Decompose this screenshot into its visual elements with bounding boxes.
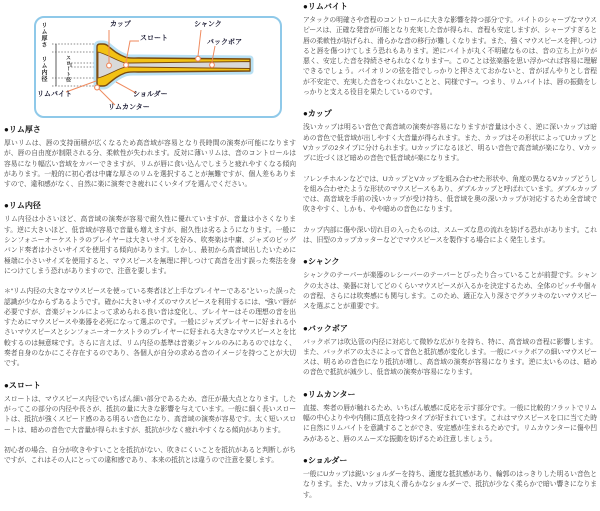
section-heading: ●リム内径 [4, 201, 41, 211]
section-rim-inner-diameter [4, 200, 296, 369]
section-shank [303, 256, 597, 312]
section-paragraph: シャンクのテーパーが楽器のレシーバーのテーパーとぴったり合っていることが前提です。シャンクの太さは、楽器に対してどのくらいマウスピースが入るかを決定するため、全体のピッチや個々の音程、さらには吹奏感にも関与します。このため、適正な入り深さでグラツキのないマウスピースを選ぶことが重要です。 [303, 272, 597, 311]
label-shank: シャンク [194, 21, 222, 28]
section-paragraph: 浅いカップは明るい音色で高音域の演奏が容易になりますが音量は小さく、逆に深いカップは暗めの音色で低音域が出しやすく大音量が得られます。また、カップはその形状によってUカップとVカップの2タイプに分けられます。Uカップになるほど、明るい音色で高音域が楽になり、Vカップに近づくほど暗めの音色で低音域が楽になります。 [303, 124, 597, 163]
section-backbore [303, 323, 597, 379]
section-shoulder [303, 455, 597, 501]
left-column [4, 0, 296, 476]
section-heading: ●ショルダー [303, 455, 348, 465]
section-heading: ●リムカンター [303, 389, 356, 399]
section-rim-contour [303, 389, 597, 445]
label-rim-thickness: リム厚さ [40, 22, 46, 48]
label-shoulder: ショルダー [133, 91, 168, 98]
section-paragraph: 厚いリムは、唇の支持面積が広くなるため高音域が容易となり長時間の演奏が可能になりますが、唇の自由度が制限される分、柔軟性が失われます。反対に薄いリムは、音のコントロールは容易になり幅広い音域をカバーできますが、リムが唇に食い込んでしまうと疲れやすくなる傾向があります。一般的に初心者は中庸な厚さのリムを選択することが無難ですが、個人差もありますので、違和感がなく、自然に楽に演奏でき疲れにくいタイプを選んでください。 [4, 140, 296, 189]
mouthpiece-diagram-panel [34, 16, 282, 118]
label-cup: カップ [110, 21, 131, 28]
label-throat: スロート [140, 35, 168, 42]
mouthpiece-cross-section-drawing [36, 18, 280, 116]
section-heading: ●スロート [4, 380, 41, 390]
section-paragraph: 一般にUカップは鋭いショルダーを持ち、適度な抵抗感があり、輪郭のはっきりした明るい音色となります。また、Vカップは丸く滑らかなショルダーで、抵抗が少なく柔らかで暗い響きになります。 [303, 470, 597, 499]
section-heading: ●リムバイト [303, 2, 348, 11]
right-column [303, 1, 597, 511]
label-rim-bite: リムバイト [37, 91, 72, 98]
label-backbore: バックボア [207, 39, 242, 46]
section-cup [303, 108, 597, 246]
section-paragraph: バックボアは吹込管の内径に対応して微妙な広がりを持ち、特に、高音域の音程に影響します。また、バックボアの太さによって音色と抵抗感が変化します。一般にバックボアの細いマウスピースは、明るめの音色になり抵抗が増し、高音域の演奏が容易になります。逆に太いものは、暗めの音色で抵抗が減少し、低音域の演奏が容易になります。 [303, 338, 597, 377]
section-paragraph: リム内径は小さいほど、高音域の演奏が容易で耐久性に優れていますが、音量は小さくなります。逆に大きいほど、低音域が容易で音量も増えますが、耐久性は劣るようになります。一般にシンフォニーオーケストラのプレイヤーは大きいサイズを好み、吹奏楽は中庸、ジャズのビッグバンド奏者は小さいサイズを使用する傾向があります。しかし、最初から高音域出したいために極端に小さいサイズを使用すると、マウスピースを無理に押しつけて高音を出す誤った奏法を身につけてしまう恐れがありますので、注意を要します。 [4, 216, 296, 275]
section-heading: ●カップ [303, 109, 332, 119]
section-paragraph: アタックの明確さや音程のコントロールに大きな影響を持つ部分です。バイトのシャープなマウスピースは、正確な発音が可能となり充実した音が得られ、音程も安定しますが、シャープすぎると唇の柔軟性が妨げられ、滑らかな音の移行が難しくなります。また、強くマウスピースを押しつけると唇を傷つけてしまう恐れもあります。逆にバイトが丸く不明確なものは、音の立ち上がりが悪く、安定した音を持続させられなくなります─。このことは弦楽器を思い浮かべれば容易に理解できるでしょう。バイオリンの弦を指でしっかりと押さえておかないと、音がぼんやりとし音程が不安定で、充実した音をつくれないことと、同様です─。つまり、リムバイトは、唇の振動をしっかりと支える役目を果たしているのです。 [303, 17, 597, 97]
section-paragraph: 直接、奏者の唇が触れるため、いちばん敏感に反応を示す部分です。一般に比較的フラットでリム幅の中心よりやや内側に頂点を持つタイプが好まれています。これはマウスピースを口に当てた時に自然にリムバイトを意識することができ、安定感が生まれるためです。リムカウンターに傷や凹みがあると、唇のスムーズな振動を妨げるため注意しましょう。 [303, 404, 597, 443]
section-rim-thickness [4, 124, 296, 190]
label-rim-contour: リムカンター [108, 104, 150, 111]
label-rim-inner-diameter: リム内径 [40, 56, 46, 82]
section-paragraph: カップ内部に傷や深い切れ目の入ったものは、スムーズな息の流れを妨げる恐れがあります。これは、旧型のカップカッターなどでマウスピースを製作する場合によく発生します。 [303, 226, 597, 245]
section-throat [4, 380, 296, 467]
section-paragraph: 初心者の場合、自分が吹きやすいことを抵抗がない、吹きにくいことを抵抗があると判断しがちですが、これはその人にとっての違和感であり、本来の抵抗とは違うので注意を要します。 [4, 446, 296, 465]
section-paragraph: スロートは、マウスピース内径でいちばん細い部分であるため、音圧が最大点となります。したがってこの部分の内径や長さが、抵抗の量に大きな影響を与えています。一般に細く長いスロートは、抵抗が強くスピード感のある明るい音色になり、高音域の演奏が容易です。太く短いスロートは、暗めの音色で大音量が得られますが、抵抗が少なく疲れやすくなる傾向があります。 [4, 395, 296, 434]
label-throat-diameter: スロート径 [65, 55, 71, 83]
section-heading: ●シャンク [303, 257, 340, 267]
section-heading: ●リム厚さ [4, 125, 41, 134]
section-rim-bite [303, 1, 597, 98]
section-heading: ●バックボア [303, 323, 348, 333]
section-paragraph: ＊“リム内径の大きなマウスピースを使っている奏者ほど上手なプレイヤーである”といった誤った認識が少なからずあるようです。確かに大きいサイズのマウスピースを利用するには、“強い”唇が必要ですが、音楽ジャンルによって求められる良い音は変化し、プレイヤーはその理想の音を出すためにマウスピースや楽器を必死になって選ぶのです。一般にジャズプレイヤーに好まれる小さいマウスピースとシンフォニーオーケストラのプレイヤーに好まれる大きなマウスピースとを比較するのは無意味です。さらに言えば、リム内径の基準は音楽ジャンルのみにあるのではなく、奏者自身のなかにこそ存在するのであり、各個人が自分の求める音のイメージを持つことが大切です。 [4, 288, 296, 368]
section-paragraph: フレンチホルンなどでは、UカップとVカップを組み合わせた形状や、角度の異なるVカップどうしを組み合わせたような形状のマウスピースもあり、ダブルカップと呼ばれています。ダブルカップでは、高音域を手前の浅いカップが受け持ち、低音域を奥の深いカップが対応するため全音域で吹きやすく、しかも、やや暗めの音色になります。 [303, 175, 597, 214]
